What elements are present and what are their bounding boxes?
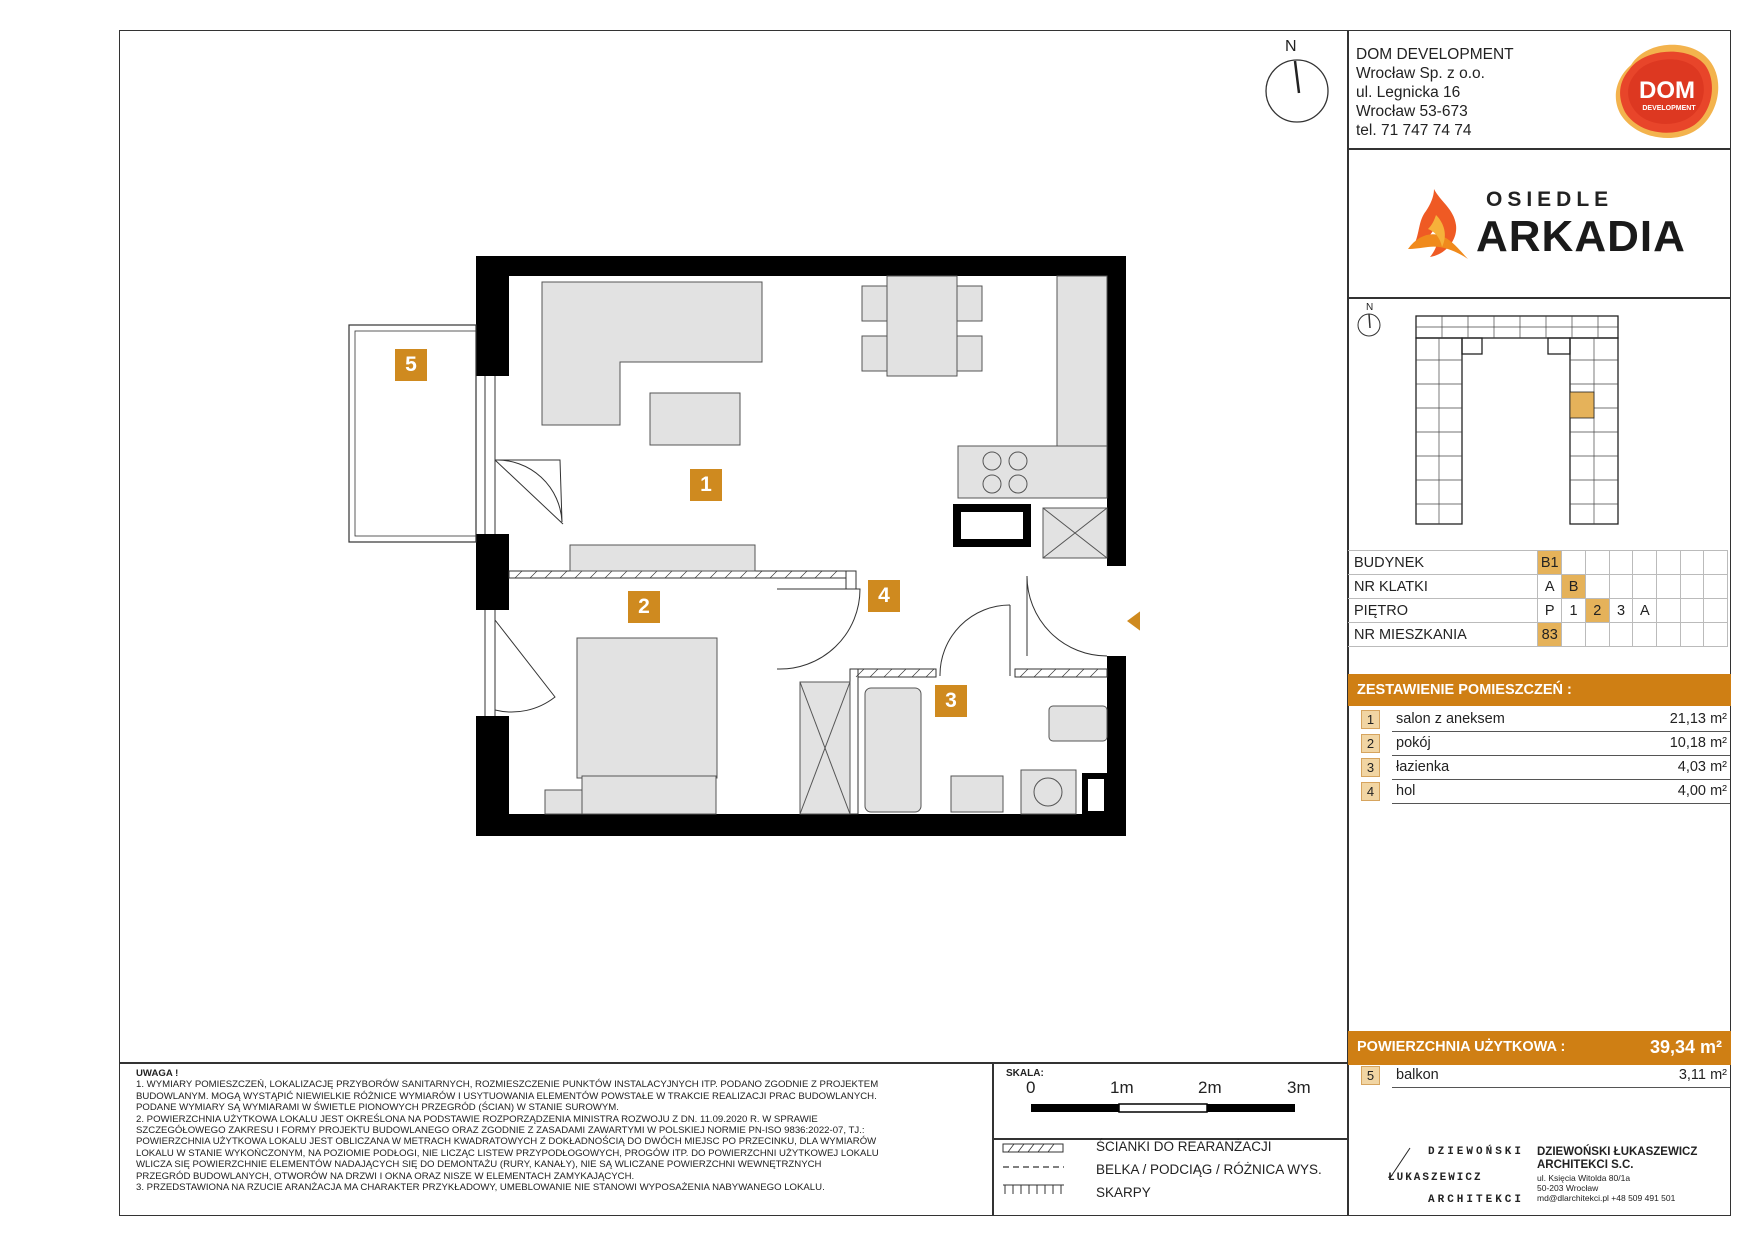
legend-text: SKARPY: [1096, 1185, 1151, 1200]
architect-address: [1537, 1173, 1675, 1203]
info-cell: [1680, 599, 1704, 623]
info-cell: [1657, 551, 1681, 575]
header-divider: [1347, 148, 1731, 150]
architect-logo-line: ARCHITEKCI: [1428, 1194, 1525, 1206]
info-cell: [1704, 599, 1728, 623]
info-cell: B1: [1538, 551, 1562, 575]
info-label: PIĘTRO: [1348, 599, 1538, 623]
usable-area-bar: [1348, 1031, 1731, 1065]
info-cell: [1585, 623, 1609, 647]
legend-text: ŚCIANKI DO REARANŻACJI: [1096, 1139, 1272, 1154]
room-unit: m²: [1710, 735, 1727, 751]
architect-address-line: ul. Księcia Witolda 80/1a: [1537, 1173, 1631, 1183]
room-name: łazienka: [1396, 759, 1450, 775]
info-cell: [1657, 599, 1681, 623]
room-area: 10,18: [1669, 735, 1706, 751]
architect-logo-line: DZIEWOŃSKI: [1428, 1146, 1525, 1158]
room-unit: m²: [1710, 711, 1727, 727]
architect-name: [1537, 1146, 1697, 1172]
info-cell: [1657, 575, 1681, 599]
entrance-arrow-icon: [1127, 607, 1140, 635]
room-number: 2: [1361, 734, 1380, 753]
vent-shaft: [957, 508, 1027, 543]
room-number: 3: [1361, 758, 1380, 777]
note-line: 2. POWIERZCHNIA UŻYTKOWA LOKALU JEST OKREŚLONA NA PODSTAWIE ROZPORZĄDZENIA MINISTRA ROZWOJU Z DN. 11.09.2020 R. W SPRAWIE: [136, 1113, 818, 1125]
arkadia-flame-icon: [1398, 185, 1470, 263]
room-badge-2: 2: [628, 591, 660, 623]
info-cell: A: [1633, 599, 1657, 623]
note-line: POWIERZCHNIA UŻYTKOWA LOKALU JEST OBLICZANA W METRACH KWADRATOWYCH Z DOKŁADNOŚCIĄ DO DWÓCH MIEJSC PO PRZECINKU, DLA WYMIARÓW: [136, 1136, 877, 1148]
note-line: BUDOWLANYM. MOGĄ WYSTĄPIĆ NIEWIELKIE RÓŻNICE WYMIARÓW I USYTUOWANIA ELEMENTÓW POWSTAŁE W TRAKCIE REALIZACJI PRAC BUDOWLANYCH.: [136, 1090, 877, 1102]
legend-text: BELKA / PODCIĄG / RÓŻNICA WYS.: [1096, 1162, 1322, 1177]
scale-tick: 2m: [1198, 1078, 1222, 1097]
info-cell: 1: [1562, 599, 1586, 623]
company-line: Wrocław Sp. z o.o.: [1356, 65, 1485, 82]
balcony-row: [1348, 1064, 1730, 1088]
architect-logo: [1388, 1140, 1528, 1206]
room-badge-4: 4: [868, 580, 900, 612]
balcony-area: 3,11: [1678, 1067, 1706, 1083]
key-plan: [1352, 300, 1622, 530]
note-line: WLICZA SIĘ POWIERZCHNIE ELEMENTÓW NADAJĄCYCH SIĘ DO DEMONTAŻU (RURY, KANAŁY), NIE SĄ WLICZANE POWIERZCHNI WEWNĘTRZNYCH: [136, 1159, 822, 1171]
info-cell: 2: [1585, 599, 1609, 623]
room-unit: m²: [1710, 783, 1727, 799]
info-cell: 83: [1538, 623, 1562, 647]
logo-subtext: DEVELOPMENT: [1642, 105, 1696, 112]
room-name: pokój: [1396, 735, 1431, 751]
scale-title: SKALA:: [1006, 1068, 1044, 1079]
architect-name-line: ARCHITEKCI S.C.: [1537, 1159, 1634, 1171]
scale-tick: 0: [1026, 1078, 1036, 1097]
info-label: NR MIESZKANIA: [1348, 623, 1538, 647]
usable-area-value: 39,34 m²: [1649, 1037, 1722, 1057]
north-label: N: [1285, 38, 1297, 55]
info-cell: P: [1538, 599, 1562, 623]
architect-name-line: DZIEWOŃSKI ŁUKASZEWICZ: [1537, 1146, 1698, 1158]
info-cell: [1657, 623, 1681, 647]
balcony-number: 5: [1361, 1066, 1380, 1085]
info-cell: [1609, 623, 1633, 647]
info-cell: [1633, 551, 1657, 575]
company-line: Wrocław 53-673: [1356, 103, 1468, 120]
project-prefix: OSIEDLE: [1486, 188, 1614, 211]
info-cell: [1680, 623, 1704, 647]
info-label: BUDYNEK: [1348, 551, 1538, 575]
apartment-highlight: [1570, 392, 1594, 418]
info-cell: [1585, 551, 1609, 575]
info-cell: [1633, 575, 1657, 599]
notes-divider: [119, 1062, 1349, 1064]
info-cell: [1609, 551, 1633, 575]
company-line: ul. Legnicka 16: [1356, 84, 1461, 101]
logo-text: DOM: [1639, 77, 1695, 104]
legend-dashed-icon: [1002, 1164, 1066, 1170]
company-line: DOM DEVELOPMENT: [1356, 46, 1514, 63]
info-cell: [1680, 551, 1704, 575]
room-row: [1348, 756, 1730, 780]
rooms-header: ZESTAWIENIE POMIESZCZEŃ :: [1348, 674, 1731, 706]
legend-hatch-icon: [1002, 1142, 1066, 1154]
room-badge-1: 1: [690, 469, 722, 501]
bath-shaft: [1085, 776, 1107, 814]
info-cell: [1704, 551, 1728, 575]
architect-address-line: md@dlarchitekci.pl +48 509 491 501: [1537, 1193, 1676, 1203]
scale-bar: [1030, 1102, 1300, 1114]
info-cell: [1562, 551, 1586, 575]
info-row: [1348, 551, 1728, 575]
notes-block: [136, 1068, 966, 1193]
legend-comb-icon: [1002, 1182, 1066, 1196]
balcony-unit: m²: [1710, 1067, 1727, 1083]
note-line: SZCZEGÓŁOWEGO ZAKRESU I FORMY PROJEKTU BUDOWLANEGO ORAZ ZGODNIE Z ZASADAMI ZAWARTYMI W POLSKIEJ NORMIE PN-ISO 9836:2022-07, TJ.:: [136, 1125, 865, 1137]
usable-area-label: POWIERZCHNIA UŻYTKOWA :: [1357, 1039, 1566, 1055]
scale-tick: 3m: [1287, 1078, 1311, 1097]
info-cell: [1680, 575, 1704, 599]
row-underline: [1392, 1087, 1730, 1088]
room-name: salon z aneksem: [1396, 711, 1505, 727]
room-badge-3: 3: [935, 685, 967, 717]
room-row: [1348, 780, 1730, 804]
room-number: 1: [1361, 710, 1380, 729]
notes-title: UWAGA !: [136, 1068, 179, 1079]
key-plan-north-label: N: [1366, 302, 1374, 313]
scale-tick: 1m: [1110, 1078, 1134, 1097]
room-name: hol: [1396, 783, 1416, 799]
architect-logo-line: ŁUKASZEWICZ: [1388, 1172, 1483, 1184]
info-cell: [1704, 575, 1728, 599]
info-cell: [1633, 623, 1657, 647]
note-line: PODANE WYMIARY SĄ WYMIARAMI W ŚWIETLE PIONOWYCH PRZEGRÓD (ŚCIAN) W STANIE SUROWYM.: [136, 1102, 619, 1114]
info-cell: A: [1538, 575, 1562, 599]
dom-development-logo: [1611, 40, 1723, 140]
company-line: tel. 71 747 74 74: [1356, 122, 1472, 139]
architect-address-line: 50-203 Wrocław: [1537, 1183, 1599, 1193]
note-line: 3. PRZEDSTAWIONA NA RZUCIE ARANŻACJA MA CHARAKTER PRZYKŁADOWY, UMEBLOWANIE NIE STANOWI WYPOSAŻENIA NABYWANEGO LOKALU.: [136, 1182, 825, 1194]
info-row: [1348, 623, 1728, 647]
info-row: [1348, 599, 1728, 623]
building-outline: [1416, 316, 1618, 524]
note-line: 1. WYMIARY POMIESZCZEŃ, LOKALIZACJĘ PRZYBORÓW SANITARNYCH, ROZMIESZCZENIE PUNKTÓW INSTALACYJNYCH ITP. PODANO ZGODNIE Z PROJEKTEM: [136, 1079, 879, 1091]
info-row: [1348, 575, 1728, 599]
info-cell: [1562, 623, 1586, 647]
room-number: 4: [1361, 782, 1380, 801]
row-underline: [1392, 803, 1730, 804]
info-label: NR KLATKI: [1348, 575, 1538, 599]
room-area: 21,13: [1669, 711, 1706, 727]
compass-icon: [1264, 58, 1330, 124]
info-cell: [1585, 575, 1609, 599]
room-area: 4,03: [1677, 759, 1706, 775]
room-unit: m²: [1710, 759, 1727, 775]
company-info: [1356, 45, 1514, 140]
project-name: ARKADIA: [1476, 212, 1686, 261]
room-row: [1348, 708, 1730, 732]
note-line: LOKALU W STANIE WYKOŃCZONYM, NA POZIOMIE PODŁOGI, NIE LICZĄC LISTEW PRZYPODŁOGOWYCH, PROGÓW ITP. DO POWIERZCHNI UŻYTKOWEJ LOKALU: [136, 1147, 879, 1159]
room-area: 4,00: [1677, 783, 1706, 799]
project-divider: [1347, 297, 1731, 299]
room-badge-5: 5: [395, 349, 427, 381]
balcony-name: balkon: [1396, 1067, 1439, 1083]
info-cell: [1609, 575, 1633, 599]
info-cell: 3: [1609, 599, 1633, 623]
floor-plan: [340, 250, 1140, 850]
note-line: PRZEGRÓD BUDOWLANYCH, OTWORÓW NA DRZWI I OKNA ORAZ NISZE W ELEMENTACH ZAMYKAJĄCYCH.: [136, 1170, 635, 1182]
apartment-info-table: [1348, 550, 1728, 647]
info-cell: B: [1562, 575, 1586, 599]
info-cell: [1704, 623, 1728, 647]
room-row: [1348, 732, 1730, 756]
